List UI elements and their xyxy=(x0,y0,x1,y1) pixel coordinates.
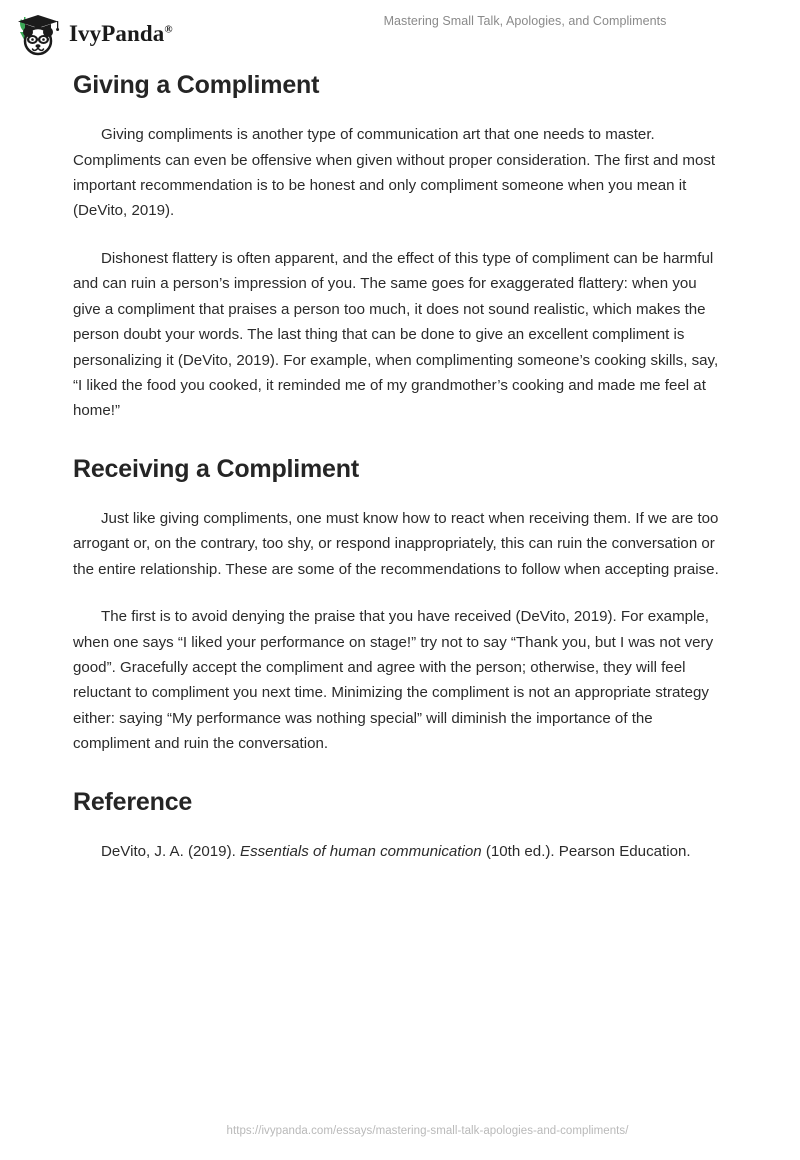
reference-title-italic: Essentials of human communication xyxy=(240,842,482,860)
paragraph: The first is to avoid denying the praise that you have received (DeVito, 2019). For example, when one says “I liked your performance on stage!” try not to say “Thank you, but I was not very good”. Gracefully accept the compliment and agree with the person; otherwise, they will feel reluctant to compliment you next time. Minimizing the compliment is not an appropriate strategy either: saying “My performance was nothing special” will diminish the importance of the compliment and ruin the conversation. xyxy=(73,608,714,753)
brand-name-text: IvyPanda xyxy=(69,21,165,46)
section-heading-giving-a-compliment: Giving a Compliment xyxy=(73,71,320,99)
source-url-link[interactable]: https://ivypanda.com/essays/mastering-small-talk-apologies-and-compliments/ xyxy=(226,1125,629,1137)
section-receiving-a-compliment xyxy=(73,454,723,757)
reference-author-year: DeVito, J. A. (2019). xyxy=(101,842,240,860)
paragraph: Giving compliments is another type of communication art that one needs to master. Compliments can even be offensive when given without proper consideration. The first and most important recommendation is to be honest and only compliment someone when you mean it (DeVito, 2019). xyxy=(73,126,716,220)
section-reference xyxy=(73,787,723,865)
section-giving-a-compliment xyxy=(73,70,723,424)
paragraph: Just like giving compliments, one must know how to react when receiving them. If we are too arrogant or, on the contrary, too shy, or respond inappropriately, this can ruin the conversation or the entire relationship. These are some of the recommendations to follow when accepting praise. xyxy=(73,509,719,578)
reference-publisher: (10th ed.). Pearson Education. xyxy=(481,842,691,860)
paragraph: Dishonest flattery is often apparent, and the effect of this type of compliment can be harmful and can ruin a person’s impression of you. The same goes for exaggerated flattery: when you give a compliment that praises a person too much, it does not sound realistic, which makes the person doubt your words. The last thing that can be done to give an excellent compliment is personalizing it (DeVito, 2019). For example, when complimenting someone’s cooking skills, say, “I liked the food you cooked, it reminded me of my grandmother’s cooking and made me feel at home!” xyxy=(73,249,719,420)
registered-trademark-mark: ® xyxy=(164,23,173,36)
section-heading-reference: Reference xyxy=(73,787,193,816)
page-footer xyxy=(0,1121,800,1139)
document-running-title: Mastering Small Talk, Apologies, and Compliments xyxy=(383,14,667,28)
page-header xyxy=(0,0,800,66)
document-body xyxy=(73,70,723,864)
section-heading-receiving-a-compliment: Receiving a Compliment xyxy=(73,454,359,483)
reference-entry xyxy=(73,839,723,864)
